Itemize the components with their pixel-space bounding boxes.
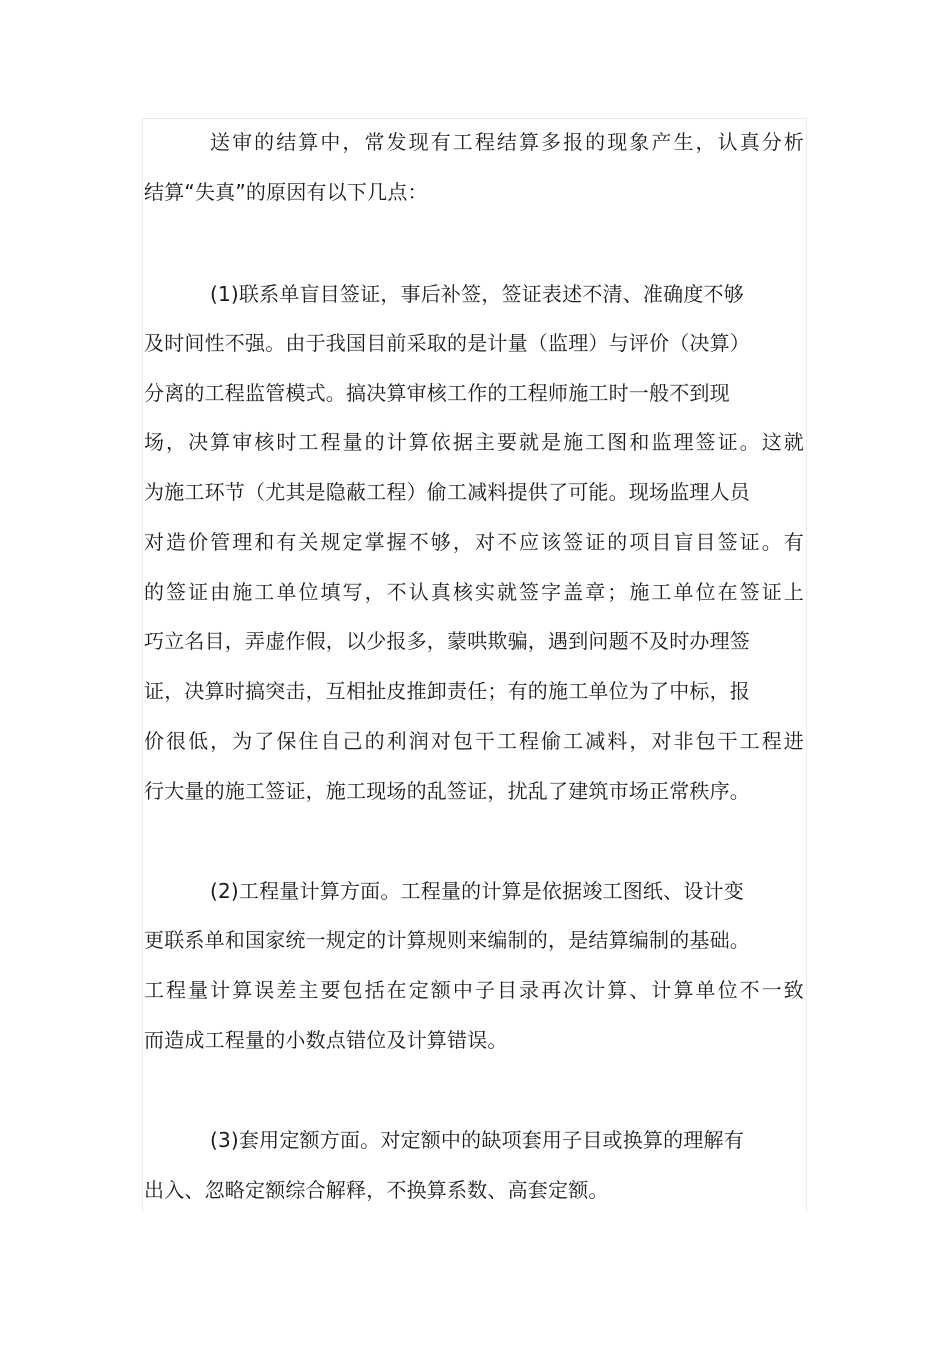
- paragraph-3-line-1: (3)套用定额方面。对定额中的缺项套用子目或换算的理解有: [210, 1128, 744, 1152]
- document-body: [144, 0, 806, 1345]
- paragraph-1-line-10: 价很低，为了保住自己的利润对包干工程偷工减料，对非包干工程进: [144, 729, 804, 753]
- paragraph-1-line-8: 巧立名目，弄虚作假，以少报多，蒙哄欺骗，遇到问题不及时办理签: [144, 629, 750, 653]
- paragraph-1-line-6: 对造价管理和有关规定掌握不够，对不应该签证的项目盲目签证。有: [144, 530, 804, 554]
- paragraph-1-line-9: 证，决算时搞突击，互相扯皮推卸责任；有的施工单位为了中标，报: [144, 679, 750, 703]
- paragraph-intro-line-2: 结算“失真”的原因有以下几点：: [144, 180, 428, 204]
- paragraph-intro-line-1: 送审的结算中，常发现有工程结算多报的现象产生，认真分析: [210, 130, 804, 154]
- paragraph-2-line-3: 工程量计算误差主要包括在定额中子目录再次计算、计算单位不一致: [144, 978, 804, 1002]
- paragraph-1-line-7: 的签证由施工单位填写，不认真核实就签字盖章；施工单位在签证上: [144, 580, 804, 604]
- paragraph-2-line-1: (2)工程量计算方面。工程量的计算是依据竣工图纸、设计变: [210, 879, 744, 903]
- paragraph-1-line-2: 及时间性不强。由于我国目前采取的是计量（监理）与评价（决算）: [144, 331, 750, 355]
- paragraph-3-line-2: 出入、忽略定额综合解释，不换算系数、高套定额。: [144, 1178, 609, 1202]
- paragraph-2-line-2: 更联系单和国家统一规定的计算规则来编制的，是结算编制的基础。: [144, 928, 750, 952]
- paragraph-1-line-4: 场，决算审核时工程量的计算依据主要就是施工图和监理签证。这就: [144, 430, 804, 454]
- paragraph-2-line-4: 而造成工程量的小数点错位及计算错误。: [144, 1028, 508, 1052]
- paragraph-1-line-5: 为施工环节（尤其是隐蔽工程）偷工减料提供了可能。现场监理人员: [144, 480, 750, 504]
- paragraph-1-line-3: 分离的工程监管模式。搞决算审核工作的工程师施工时一般不到现: [144, 381, 730, 405]
- paragraph-1-line-11: 行大量的施工签证，施工现场的乱签证，扰乱了建筑市场正常秩序。: [144, 779, 750, 803]
- paragraph-1-line-1: (1)联系单盲目签证，事后补签，签证表述不清、准确度不够: [210, 282, 744, 306]
